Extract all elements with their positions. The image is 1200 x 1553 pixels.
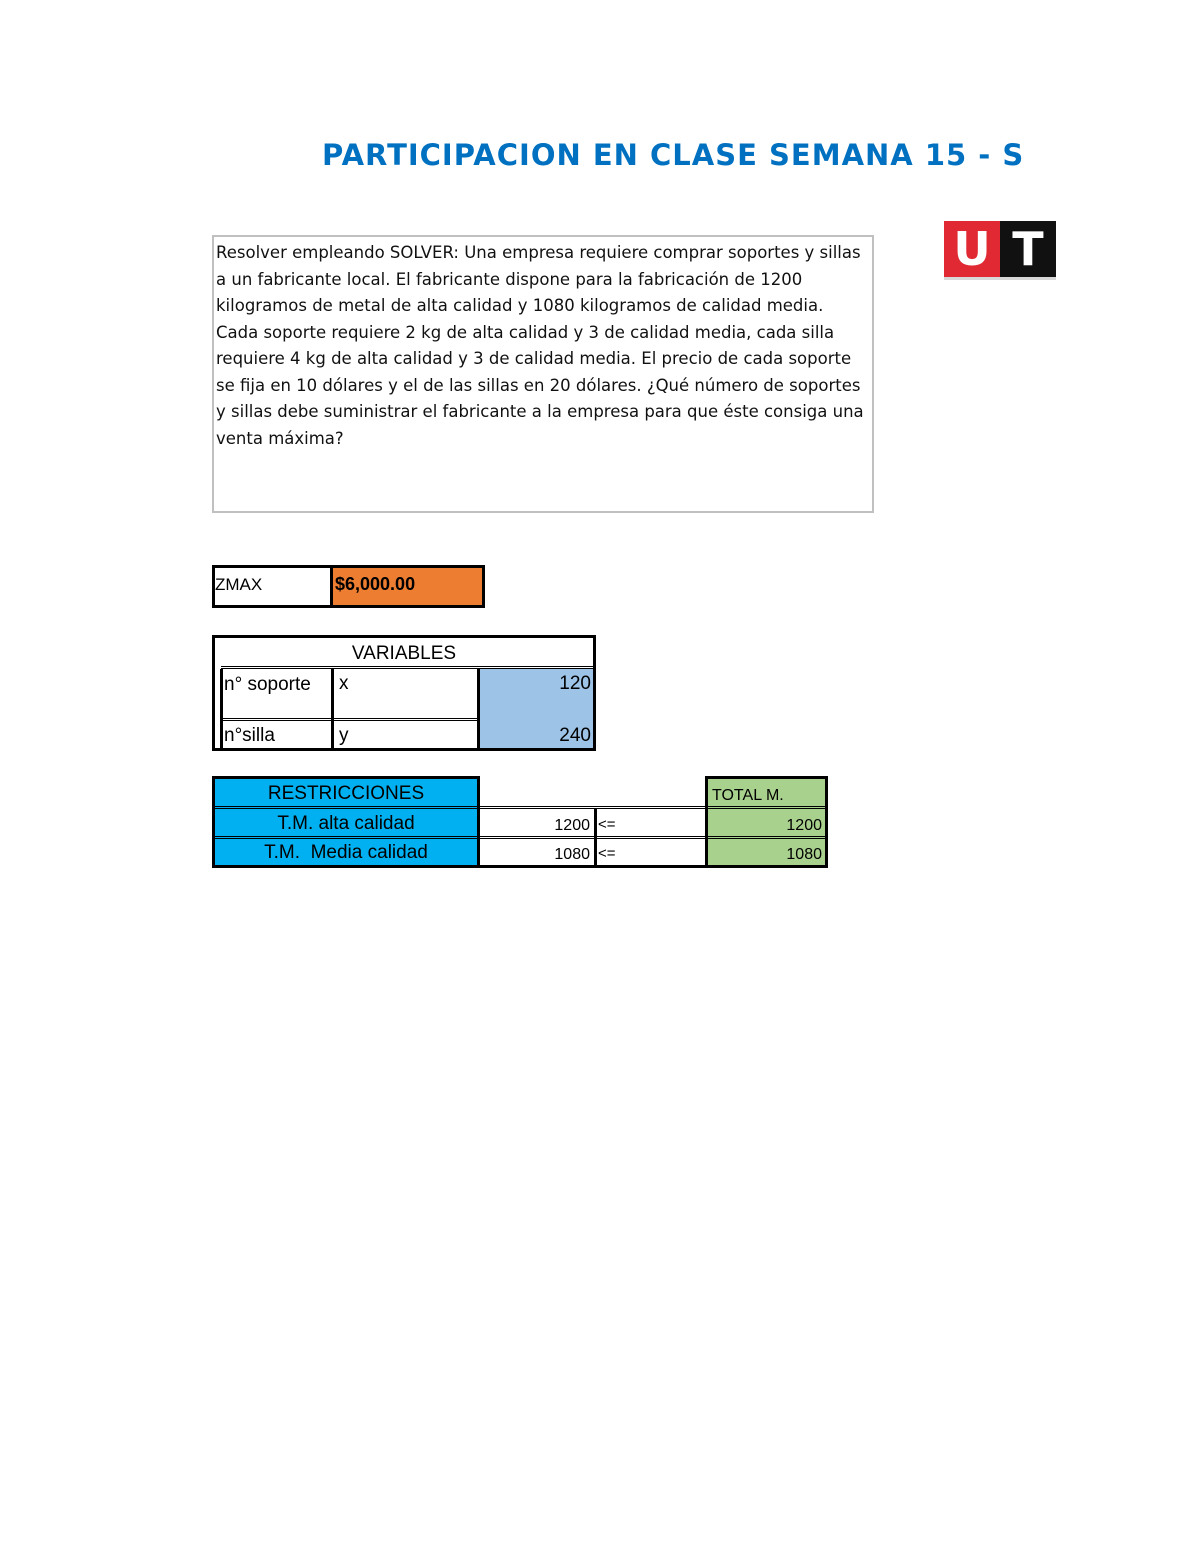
logo-letter-u: U [953, 222, 991, 276]
restrictions-table [212, 776, 828, 872]
restrictions-total-divider-2 [708, 836, 825, 839]
variables-left-border [220, 669, 223, 748]
restriction-lhs-alta[interactable]: 1200 [554, 817, 590, 834]
ut-logo [944, 221, 1056, 279]
restrictions-header: RESTRICCIONES [267, 783, 425, 804]
variables-name-divider [331, 669, 334, 748]
variable-symbol-y: y [339, 725, 349, 746]
variables-header: VARIABLES [351, 643, 457, 664]
page-title: PARTICIPACION EN CLASE SEMANA 15 - S [322, 138, 1025, 172]
variable-value-y[interactable]: 240 [559, 725, 591, 746]
total-header: TOTAL M. [712, 787, 784, 804]
zmax-value[interactable]: $6,000.00 [333, 568, 482, 605]
restrictions-label-divider-2 [215, 836, 477, 839]
restrictions-total-divider-1 [708, 806, 825, 809]
variables-table [212, 635, 596, 751]
restriction-total-media[interactable]: 1080 [786, 846, 822, 863]
restriction-name-alta: T.M. alta calidad [277, 813, 415, 834]
restrictions-op-divider [594, 809, 597, 865]
variable-name-silla: n°silla [224, 725, 275, 746]
restriction-total-alta[interactable]: 1200 [786, 817, 822, 834]
variable-name-soporte: n° soporte [224, 674, 311, 695]
restriction-op-alta: <= [598, 816, 616, 833]
problem-statement: Resolver empleando SOLVER: Una empresa requiere comprar soportes y sillas a un fabricante local. El fabricante dispone para la fabricación de 1200 kilogramos de metal de alta calidad y 1080 kilogramos de calidad media. Cada soporte requiere 2 kg de alta calidad y 3 de calidad media, cada silla requiere 4 kg de alta calidad y 3 de calidad media. El precio de cada soporte se fija en 10 dólares y el de las sillas en 20 dólares. ¿Qué número de soportes y sillas debe suministrar el fabricante a la empresa para que éste consiga una venta máxima? [212, 235, 874, 513]
restrictions-label-divider-1 [215, 806, 477, 809]
restriction-lhs-media[interactable]: 1080 [554, 846, 590, 863]
variable-value-x[interactable]: 120 [559, 673, 591, 694]
zmax-label: ZMAX [215, 568, 333, 605]
restriction-op-media: <= [598, 845, 616, 862]
logo-letter-t: T [1012, 222, 1044, 276]
restriction-name-media: T.M. Media calidad [264, 842, 428, 863]
variable-symbol-x: x [339, 673, 349, 694]
logo-shadow [944, 277, 1056, 280]
variables-symbol-divider [477, 669, 480, 748]
zmax-box [212, 565, 485, 608]
